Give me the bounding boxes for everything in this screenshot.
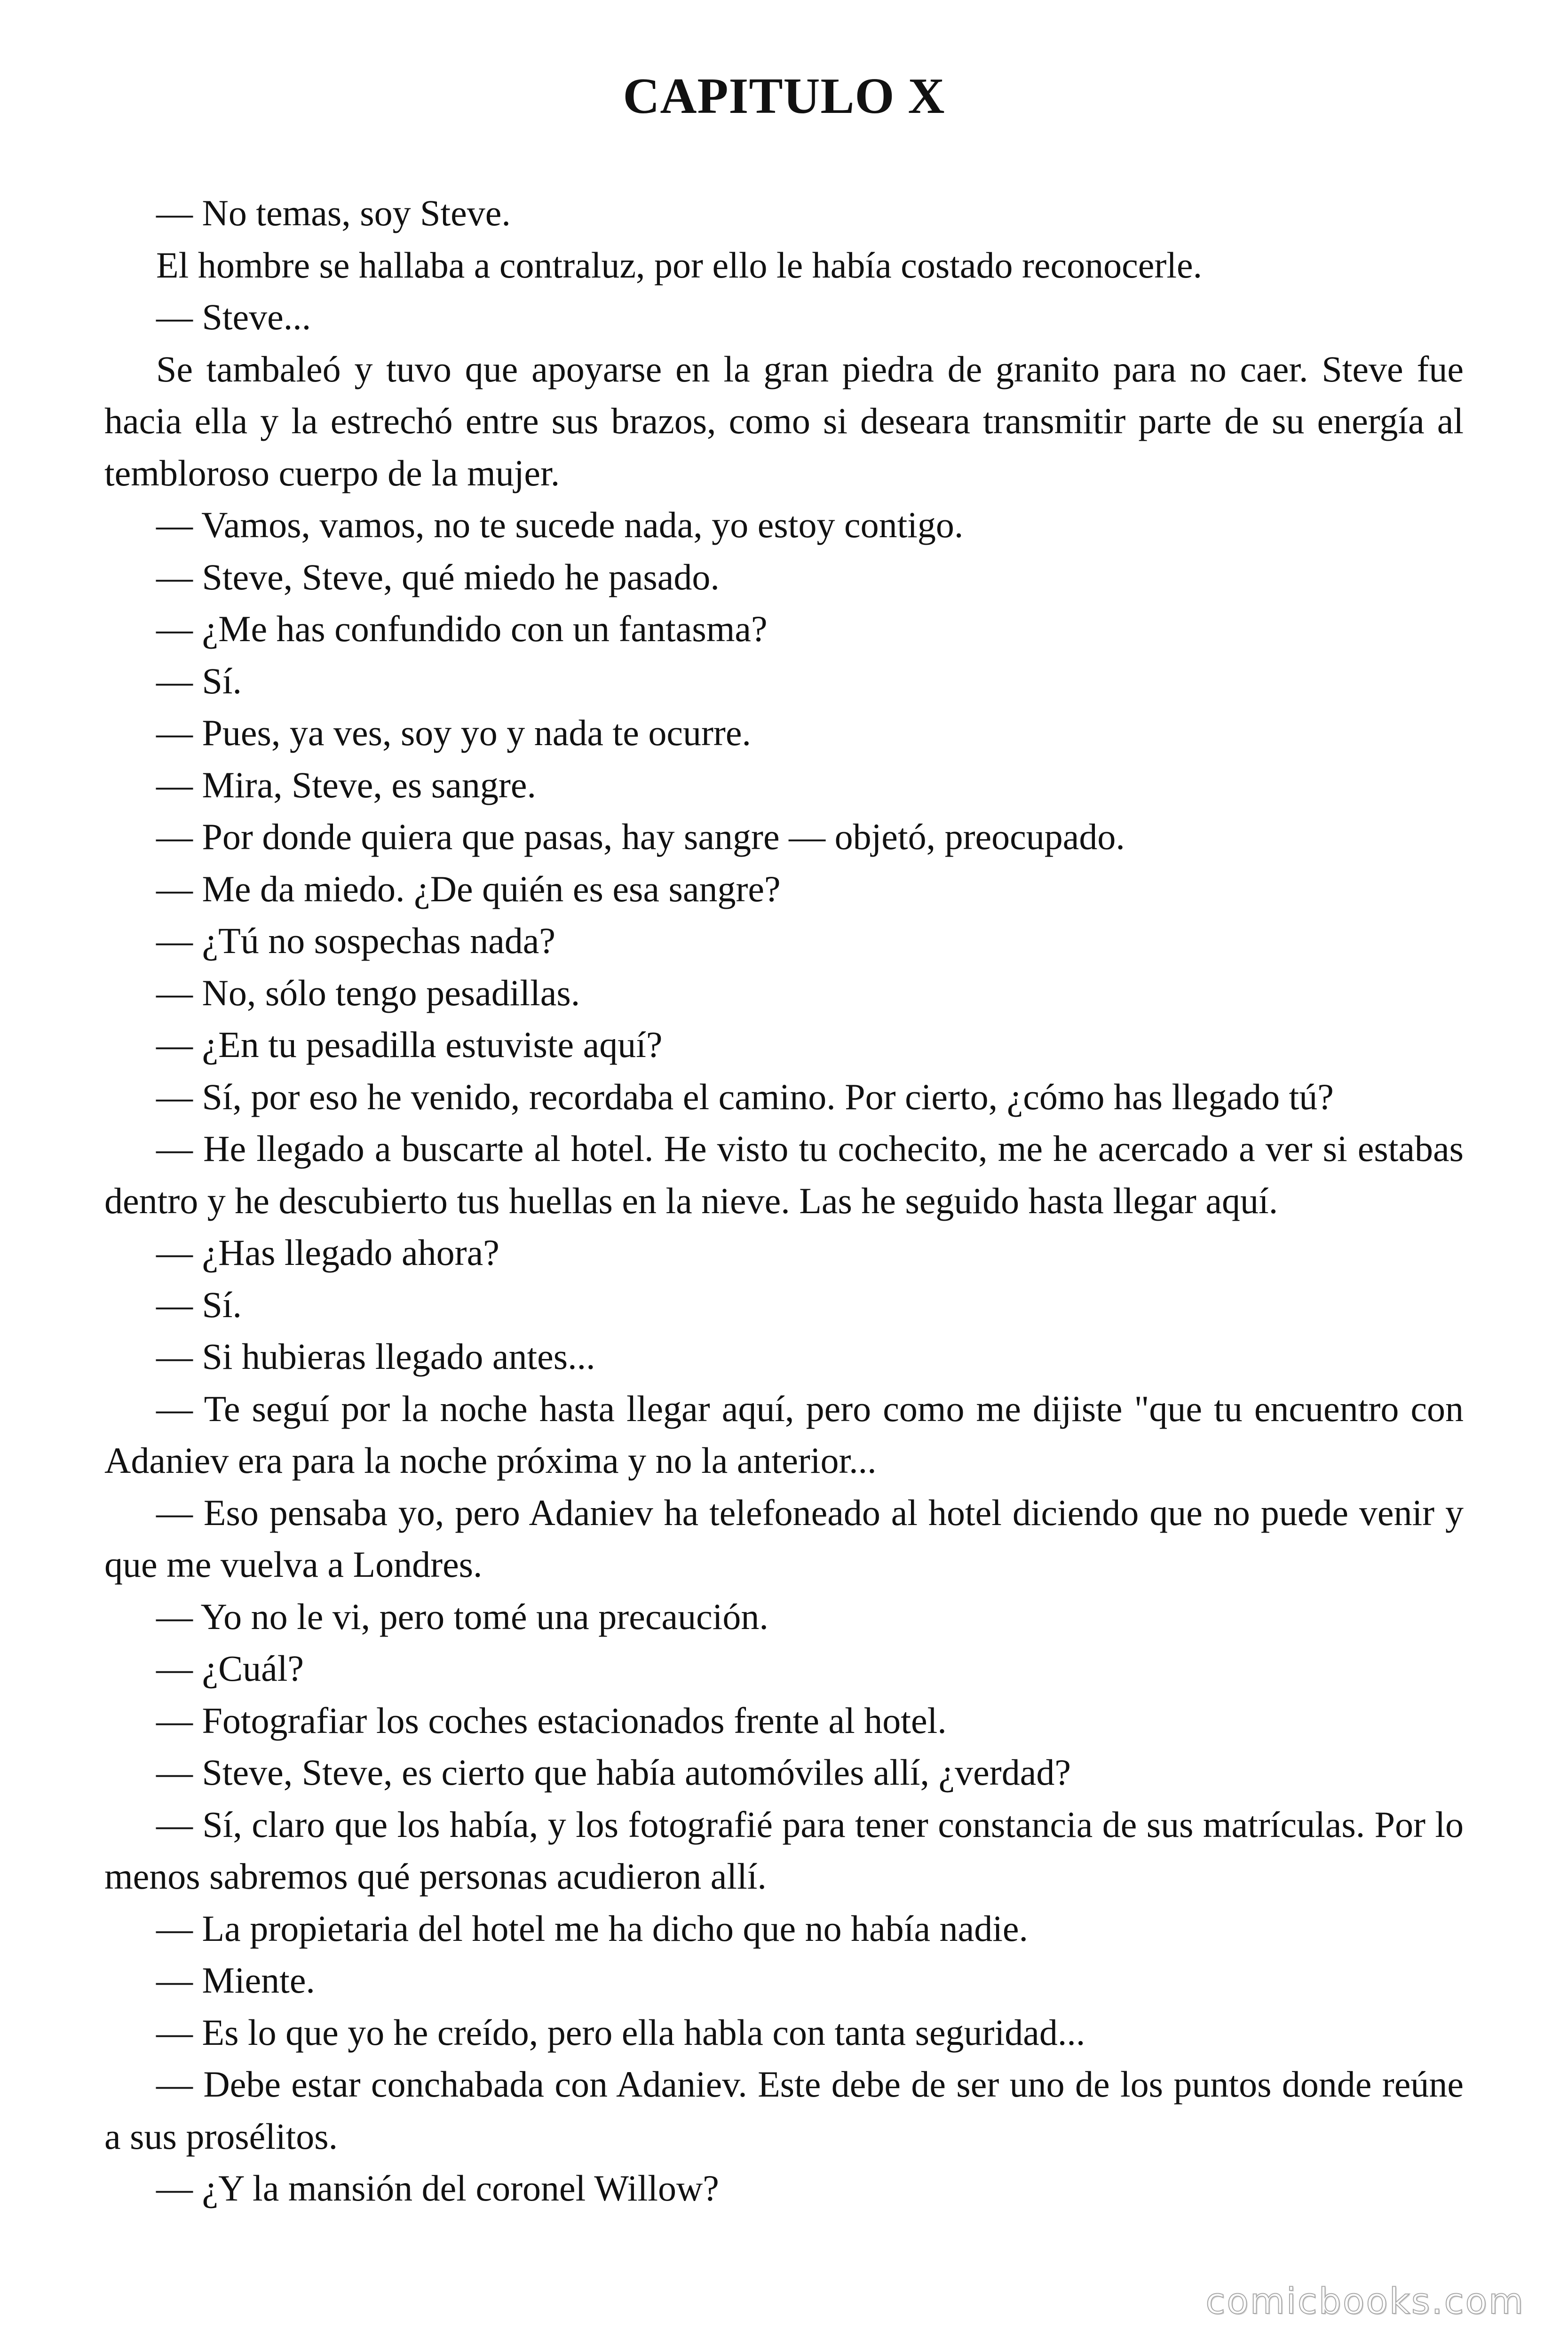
paragraph: — ¿Has llegado ahora? xyxy=(156,1232,499,1273)
paragraph: — Fotografiar los coches estacionados frente al hotel. xyxy=(156,1700,947,1741)
paragraph: — Sí. xyxy=(156,1284,242,1325)
paragraph: — He llegado a buscarte al hotel. He visto tu cochecito, me he acercado a ver si estabas dentro y he descubierto tus huellas en la nieve. Las he seguido hasta llegar aquí. xyxy=(104,1128,1464,1221)
watermark: comicbooks.com xyxy=(1205,2280,1525,2322)
paragraph: — Eso pensaba yo, pero Adaniev ha telefoneado al hotel diciendo que no puede venir y que me vuelva a Londres. xyxy=(104,1492,1464,1585)
paragraph: — ¿Cuál? xyxy=(156,1648,304,1689)
paragraph: — Pues, ya ves, soy yo y nada te ocurre. xyxy=(156,712,752,753)
paragraph: — Me da miedo. ¿De quién es esa sangre? xyxy=(156,868,781,909)
paragraph: — ¿En tu pesadilla estuviste aquí? xyxy=(156,1024,663,1065)
paragraph: — Es lo que yo he creído, pero ella habla con tanta seguridad... xyxy=(156,2011,1085,2053)
paragraph: — Sí, claro que los había, y los fotografié para tener constancia de sus matrículas. Por lo menos sabremos qué personas acudieron allí. xyxy=(104,1804,1464,1897)
paragraph: — No, sólo tengo pesadillas. xyxy=(156,972,580,1013)
paragraph: — ¿Y la mansión del coronel Willow? xyxy=(156,2168,719,2209)
chapter-title: CAPITULO X xyxy=(623,68,945,124)
paragraph: — Steve... xyxy=(156,296,311,337)
paragraph: — Steve, Steve, es cierto que había automóviles allí, ¿verdad? xyxy=(156,1752,1071,1793)
chapter-body xyxy=(104,187,1464,2215)
paragraph: — No temas, soy Steve. xyxy=(156,192,511,233)
paragraph: Se tambaleó y tuvo que apoyarse en la gran piedra de granito para no caer. Steve fue hacia ella y la estrechó entre sus brazos, como si deseara transmitir parte de su energía al tembloroso cuerpo de la mujer. xyxy=(104,348,1464,493)
paragraph: — Mira, Steve, es sangre. xyxy=(156,764,536,805)
paragraph: — Yo no le vi, pero tomé una precaución. xyxy=(156,1596,768,1637)
paragraph: — Sí. xyxy=(156,660,242,701)
paragraph: — Debe estar conchabada con Adaniev. Este debe de ser uno de los puntos donde reúne a sus prosélitos. xyxy=(104,2064,1464,2157)
paragraph: El hombre se hallaba a contraluz, por ello le había costado reconocerle. xyxy=(156,244,1203,286)
paragraph: — Te seguí por la noche hasta llegar aquí, pero como me dijiste "que tu encuentro con Adaniev era para la noche próxima y no la anterior... xyxy=(104,1388,1464,1481)
paragraph: — Por donde quiera que pasas, hay sangre — objetó, preocupado. xyxy=(156,816,1125,857)
paragraph: — Vamos, vamos, no te sucede nada, yo estoy contigo. xyxy=(156,504,964,545)
paragraph: — La propietaria del hotel me ha dicho que no había nadie. xyxy=(156,1907,1028,1949)
paragraph: — Si hubieras llegado antes... xyxy=(156,1336,595,1377)
paragraph: — Steve, Steve, qué miedo he pasado. xyxy=(156,556,720,597)
paragraph: — Miente. xyxy=(156,1960,315,2001)
paragraph: — ¿Tú no sospechas nada? xyxy=(156,920,556,961)
paragraph: — ¿Me has confundido con un fantasma? xyxy=(156,608,768,649)
paragraph: — Sí, por eso he venido, recordaba el camino. Por cierto, ¿cómo has llegado tú? xyxy=(156,1076,1334,1117)
